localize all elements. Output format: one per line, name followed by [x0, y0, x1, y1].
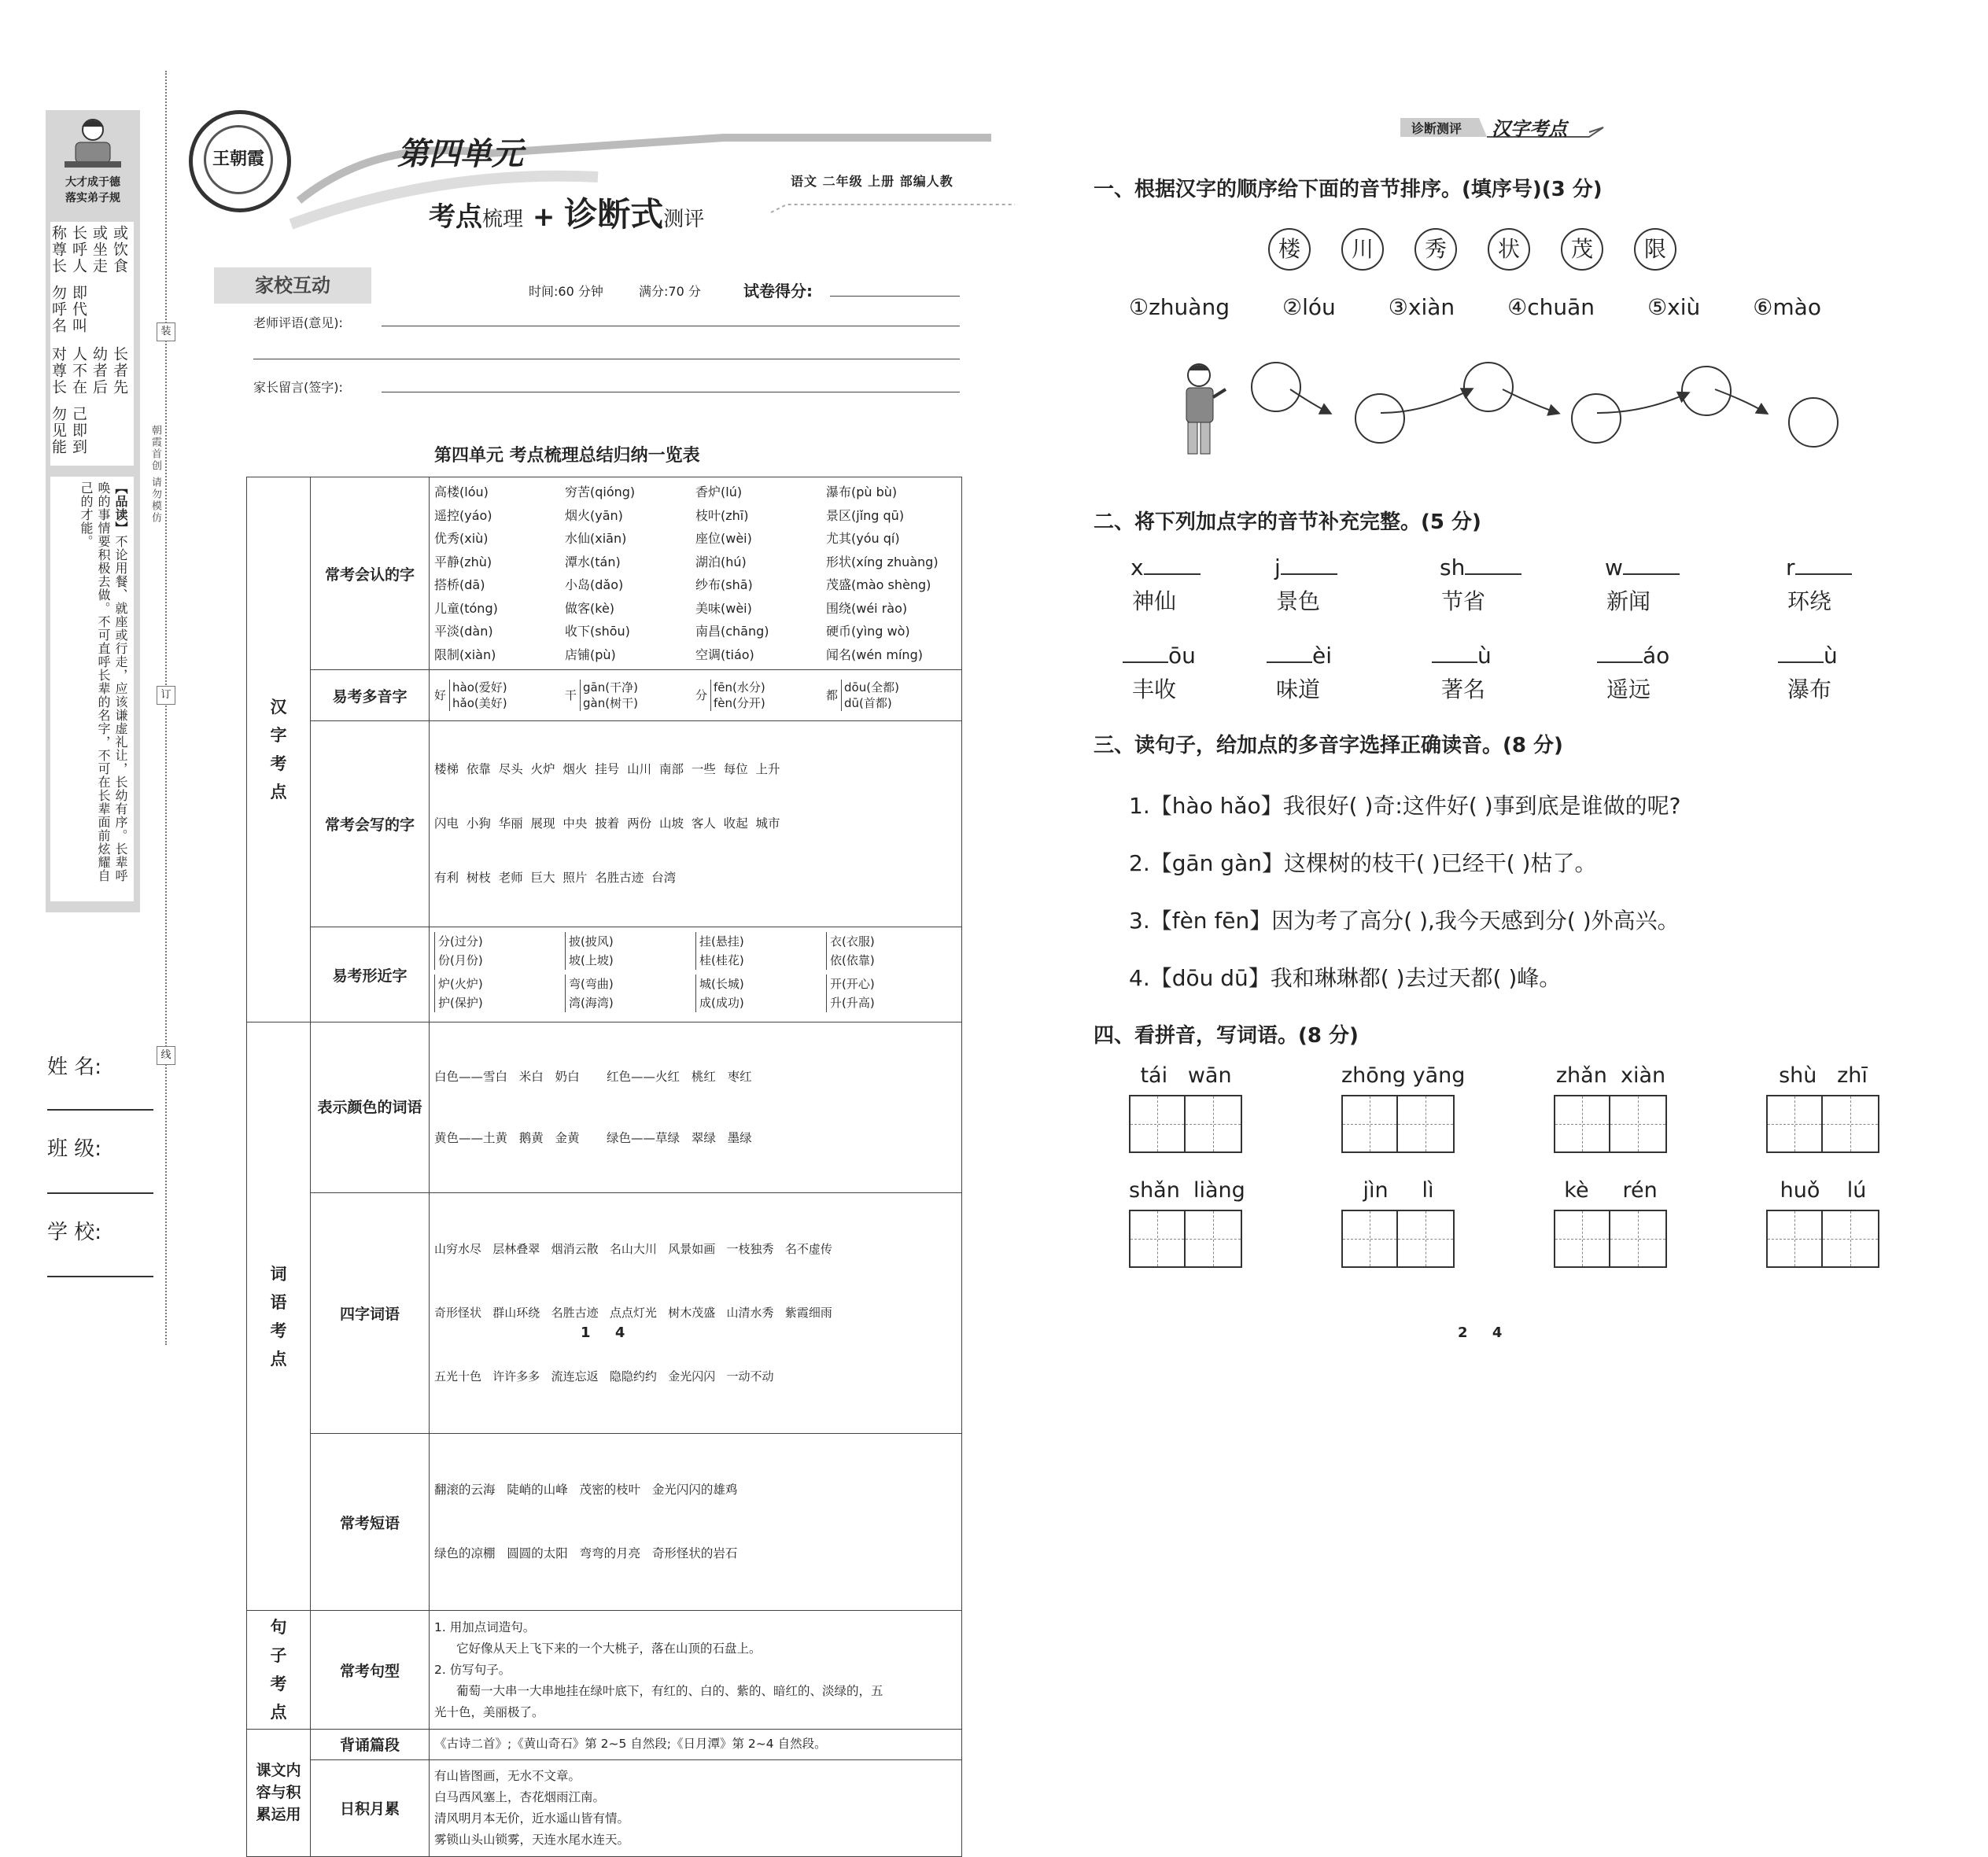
xingjin-word: 分(过分): [438, 934, 483, 949]
q1-hanzi: 楼: [1268, 228, 1311, 271]
renshi-item: 小岛(dǎo): [565, 577, 624, 592]
grid-cell[interactable]: [1130, 1211, 1186, 1266]
q3-sentence: 3.【fèn fēn】因为考了高分( ),我今天感到分( )外高兴。: [1129, 908, 1680, 934]
score-field[interactable]: [830, 296, 960, 297]
duoyin-grid: [434, 680, 957, 711]
xie-line: 闪电 小狗 华丽 展现 中央 披着 两份 山坡 客人 收起 城市: [434, 816, 780, 831]
rule-col: 人不在: [70, 346, 87, 396]
q1-option: ⑤xiù: [1647, 294, 1701, 320]
answer-box[interactable]: [1554, 1095, 1667, 1153]
duoyin-brace: [710, 680, 765, 711]
grid-cell[interactable]: [1823, 1096, 1878, 1151]
q2-blank[interactable]: [1123, 643, 1196, 669]
juxing-line: 葡萄一大串一大串地挂在绿叶底下，有红的、白的、紫的、暗红的、淡绿的，五: [456, 1683, 883, 1698]
duoyin-reading: gàn(树干): [583, 696, 638, 710]
duoyin-reading: dōu(全都): [844, 680, 899, 695]
pindu-box: [50, 477, 134, 901]
fold-char: 线: [157, 1046, 175, 1065]
rule-col: 即代叫: [70, 285, 87, 334]
answer-box[interactable]: [1766, 1095, 1879, 1153]
q2-blank-line[interactable]: [1123, 644, 1168, 663]
sub-duoyin: 易考多音字: [311, 670, 430, 721]
juxing-line: 2. 仿写句子。: [434, 1662, 511, 1677]
sizi-cell: [430, 1193, 962, 1434]
renshi-item: 闻名(wén míng): [826, 647, 923, 662]
motto-line: 落实弟子规: [65, 192, 120, 204]
xingjin-word: 份(月份): [438, 953, 483, 967]
q2-word: 丰收: [1132, 676, 1177, 702]
grid-cell[interactable]: [1610, 1211, 1665, 1266]
name-label: 姓 名:: [47, 1056, 102, 1079]
answer-box[interactable]: [1129, 1210, 1242, 1268]
q2-word: 新闻: [1606, 588, 1651, 614]
q2-blank-line[interactable]: [1267, 644, 1312, 663]
duoyin-char: 好: [434, 688, 447, 702]
renshi-item: 搭桥(dā): [434, 577, 485, 592]
category-ciyu: 词语考点: [247, 1022, 311, 1611]
renshi-item: 茂盛(mào shèng): [826, 577, 931, 592]
q4-pinyin: zhǎn xiàn: [1555, 1063, 1666, 1088]
renshi-item: 收下(shōu): [565, 624, 630, 639]
page-number-left: 1 4: [581, 1325, 625, 1341]
name-field[interactable]: [47, 1109, 153, 1111]
q2-word: 遥远: [1606, 676, 1651, 702]
yanse-line: 黄色——土黄 鹅黄 金黄 绿色——草绿 翠绿 墨绿: [434, 1131, 752, 1145]
q2-initial: j: [1274, 555, 1281, 580]
school-field[interactable]: [47, 1276, 153, 1277]
rule-col: 幼者后: [90, 346, 108, 396]
xingjin-pair: [565, 932, 695, 970]
q2-word: 节省: [1441, 588, 1486, 614]
q1-option: ①zhuàng: [1129, 294, 1230, 320]
q2-blank[interactable]: [1597, 643, 1669, 669]
xingjin-word: 桂(桂花): [699, 953, 744, 967]
renshi-item: 美味(wèi): [695, 600, 752, 616]
sidebar-motto: [49, 175, 137, 206]
sub-yanse: 表示颜色的词语: [311, 1022, 430, 1193]
xingjin-pair: [434, 932, 565, 970]
school-label: 学 校:: [47, 1221, 102, 1244]
q2-initial: x: [1130, 555, 1144, 580]
q1-option: ⑥mào: [1753, 294, 1821, 320]
renshi-item: 高楼(lóu): [434, 485, 489, 499]
sub-xingjin: 易考形近字: [311, 927, 430, 1022]
grid-cell[interactable]: [1130, 1096, 1186, 1151]
renshi-item: 座位(wèi): [695, 531, 752, 546]
q1-hanzi: 川: [1341, 228, 1384, 271]
q2-blank[interactable]: [1130, 555, 1201, 580]
xingjin-word: 弯(弯曲): [569, 977, 614, 991]
xingjin-pair: [826, 932, 957, 970]
jilei-line: 雾锁山头山锁雾，天连水尾水连天。: [434, 1832, 630, 1847]
child-illustration: [1172, 358, 1227, 464]
q2-final: èi: [1312, 643, 1333, 669]
xingjin-grid: [434, 932, 957, 1017]
duoyin-cell: [430, 670, 962, 721]
jilei-line: 白马西风塞上，杏花烟雨江南。: [434, 1789, 606, 1804]
home-school-banner: 家校互动: [214, 267, 371, 304]
beisong-cell: 《古诗二首》;《黄山奇石》第 2~5 自然段;《日月潭》第 2~4 自然段。: [430, 1730, 962, 1760]
rule-col: 长呼人: [70, 225, 87, 274]
renshi-item: 空调(tiáo): [695, 647, 754, 662]
sub-renshi: 常考会认的字: [311, 477, 430, 670]
renshi-item: 优秀(xiù): [434, 531, 489, 546]
pindu-text: 【品读】不论用餐、就座或行走，应该谦虚礼让，长幼有序。长辈呼唤的事情要积极去做。不可直呼长辈的名字，不可在长辈面前炫耀自己的才能。: [79, 481, 128, 882]
fold-char: 装: [157, 322, 175, 341]
q2-blank[interactable]: [1778, 643, 1838, 669]
q2-word: 神仙: [1132, 588, 1177, 614]
grade-info: 语文 二年级 上册 部编人教: [791, 174, 953, 189]
renshi-item: 尤其(yóu qí): [826, 531, 900, 546]
grid-cell[interactable]: [1768, 1096, 1823, 1151]
sizi-line: 山穷水尽 层林叠翠 烟消云散 名山大川 风景如画 一枝独秀 名不虚传: [434, 1242, 832, 1256]
duoyin-reading: dū(首都): [844, 696, 892, 710]
rule-col: 或饮食: [111, 225, 128, 274]
q2-blank-line[interactable]: [1597, 644, 1643, 663]
question-2-title: 二、将下列加点字的音节补充完整。(5 分): [1094, 510, 1481, 534]
renshi-item: 穷苦(qióng): [565, 485, 636, 499]
time-limit: 时间:60 分钟: [529, 284, 603, 299]
category-hanzi: 汉字考点: [247, 477, 311, 1022]
renshi-cell: [430, 477, 962, 670]
xingjin-pair: [434, 975, 565, 1012]
duoyin-brace: [449, 680, 507, 711]
duanyu-line: 翻滚的云海 陡峭的山峰 茂密的枝叶 金光闪闪的雄鸡: [434, 1483, 738, 1497]
q2-blank[interactable]: [1786, 555, 1852, 580]
renshi-grid: [434, 481, 957, 666]
grid-cell[interactable]: [1186, 1211, 1241, 1266]
renshi-item: 遥控(yáo): [434, 507, 492, 523]
category-kewen: 课文内容与积累运用: [247, 1730, 311, 1857]
answer-box[interactable]: [1129, 1095, 1242, 1153]
xingjin-pair: [695, 975, 826, 1012]
class-label: 班 级:: [47, 1137, 102, 1161]
renshi-item: 平静(zhù): [434, 554, 492, 569]
xie-line: 楼梯 依靠 尽头 火炉 烟火 挂号 山川 南部 一些 每位 上升: [434, 762, 780, 776]
grid-cell[interactable]: [1823, 1211, 1878, 1266]
question-3-title: 三、读句子，给加点的多音字选择正确读音。(8 分): [1094, 734, 1563, 757]
xingjin-word: 湾(海湾): [569, 996, 614, 1010]
renshi-item: 平淡(dàn): [434, 624, 493, 639]
duoyin-item: [434, 680, 565, 711]
fold-char: 订: [157, 686, 175, 705]
q2-blank-line[interactable]: [1778, 644, 1824, 663]
q2-blank-line[interactable]: [1623, 556, 1680, 575]
renshi-item: 湖泊(hú): [695, 554, 747, 569]
q2-blank-line[interactable]: [1144, 556, 1201, 575]
juxing-cell: [430, 1611, 962, 1730]
yanse-line: 白色——雪白 米白 奶白 红色——火红 桃红 枣红: [434, 1070, 752, 1084]
full-score: 满分:70 分: [639, 284, 701, 299]
motto-line: 大才成于德: [65, 176, 120, 189]
xie-line: 有利 树枝 老师 巨大 照片 名胜古迹 台湾: [434, 871, 677, 885]
q2-final: ōu: [1168, 643, 1196, 669]
duoyin-char: 分: [695, 688, 708, 702]
summary-table: [246, 477, 962, 1857]
sizi-line: 五光十色 许许多多 流连忘返 隐隐约约 金光闪闪 一动不动: [434, 1369, 774, 1384]
xingjin-word: 升(升高): [830, 996, 875, 1010]
xingjin-word: 成(成功): [699, 996, 744, 1010]
q4-pinyin: tái wān: [1140, 1063, 1232, 1088]
q4-pinyin: shù zhī: [1779, 1063, 1868, 1088]
grid-cell[interactable]: [1555, 1211, 1610, 1266]
renshi-item: 儿童(tóng): [434, 600, 498, 616]
q2-blank[interactable]: [1432, 643, 1492, 669]
q1-hanzi: 秀: [1414, 228, 1457, 271]
q2-word: 味道: [1276, 676, 1321, 702]
xingjin-word: 衣(衣服): [830, 934, 875, 949]
xingjin-word: 开(开心): [830, 977, 875, 991]
q4-pinyin: shǎn liàng: [1129, 1178, 1245, 1203]
renshi-item: 瀑布(pù bù): [826, 485, 898, 499]
unit-title: 第四单元: [397, 136, 523, 172]
jilei-line: 有山皆图画，无水不文章。: [434, 1768, 581, 1783]
rule-col: 称尊长: [50, 225, 67, 274]
q2-final: ù: [1477, 643, 1492, 669]
q2-word: 瀑布: [1787, 676, 1832, 702]
q3-sentence: 2.【gān gàn】这棵树的枝干( )已经干( )枯了。: [1129, 850, 1597, 876]
juxing-line: 光十色，美丽极了。: [434, 1704, 544, 1719]
class-field[interactable]: [47, 1192, 153, 1194]
rule-col: 或坐走: [90, 225, 108, 274]
q4-pinyin: zhōng yāng: [1341, 1063, 1466, 1088]
q2-blank-line[interactable]: [1465, 556, 1521, 575]
q2-final: ù: [1824, 643, 1838, 669]
sub-duanyu: 常考短语: [311, 1434, 430, 1611]
brand-logo: 王朝霞: [189, 110, 291, 212]
sub-beisong: 背诵篇段: [311, 1730, 430, 1760]
q2-blank[interactable]: [1605, 555, 1680, 580]
q1-option: ④chuān: [1507, 294, 1595, 320]
sub-jilei: 日积月累: [311, 1759, 430, 1856]
page-number-right: 2 4: [1458, 1325, 1503, 1341]
q2-initial: w: [1605, 555, 1623, 580]
grid-cell[interactable]: [1398, 1211, 1453, 1266]
q2-initial: sh: [1440, 555, 1466, 580]
duoyin-item: [565, 680, 695, 711]
answer-box[interactable]: [1341, 1210, 1455, 1268]
q4-pinyin: huǒ lú: [1780, 1178, 1867, 1203]
grid-cell[interactable]: [1555, 1096, 1610, 1151]
answer-box[interactable]: [1554, 1210, 1667, 1268]
grid-cell[interactable]: [1610, 1096, 1665, 1151]
q1-hanzi: 状: [1488, 228, 1530, 271]
xingjin-word: 城(长城): [699, 977, 744, 991]
renshi-item: 限制(xiàn): [434, 647, 496, 662]
renshi-item: 潭水(tán): [565, 554, 621, 569]
renshi-item: 店铺(pù): [565, 647, 616, 662]
yanse-cell: [430, 1022, 962, 1193]
rule-col: 长者先: [111, 346, 128, 396]
renshi-item: 香炉(lú): [695, 485, 743, 499]
answer-box[interactable]: [1766, 1210, 1879, 1268]
teacher-comment-label: 老师评语(意见):: [253, 315, 343, 330]
renshi-item: 纱布(shā): [695, 577, 753, 592]
duoyin-reading: hào(爱好): [452, 680, 507, 695]
q2-word: 景色: [1276, 588, 1321, 614]
jilei-line: 清风明月本无价，近水遥山皆有情。: [434, 1811, 630, 1826]
xingjin-word: 依(依靠): [830, 953, 875, 967]
renshi-item: 水仙(xiān): [565, 531, 627, 546]
xie-cell: [430, 721, 962, 927]
renshi-item: 景区(jǐng qū): [826, 507, 905, 523]
category-juzi: 句子考点: [247, 1611, 311, 1730]
section-badge: 诊断测评 汉字考点: [1400, 112, 1605, 143]
duoyin-reading: hǎo(美好): [452, 696, 507, 710]
xingjin-pair: [826, 975, 957, 1012]
rule-col: 己即到: [70, 406, 87, 455]
rules-box: [50, 222, 134, 466]
grid-cell[interactable]: [1768, 1211, 1823, 1266]
answer-box[interactable]: [1341, 1095, 1455, 1153]
xingjin-word: 挂(悬挂): [699, 934, 744, 949]
q4-pinyin: kè rén: [1564, 1178, 1658, 1203]
boy-illustration: [61, 114, 124, 169]
duoyin-item: [826, 680, 957, 711]
renshi-item: 烟火(yān): [565, 507, 623, 523]
q3-sentence: 1.【hào hǎo】我很好( )奇:这件好( )事到底是谁做的呢?: [1129, 793, 1681, 819]
juxing-line: 它好像从天上飞下来的一个大桃子，落在山顶的石盘上。: [456, 1641, 762, 1656]
chain-arrows: [1243, 358, 1833, 460]
duanyu-line: 绿色的凉棚 圆圆的太阳 弯弯的月亮 奇形怪状的岩石: [434, 1546, 738, 1560]
duoyin-reading: gān(干净): [583, 680, 638, 695]
xingjin-cell: [430, 927, 962, 1022]
jilei-cell: [430, 1759, 962, 1856]
fold-line: [165, 71, 167, 1345]
q4-pinyin: jìn lì: [1363, 1178, 1434, 1203]
rule-col: 勿见能: [50, 406, 67, 455]
rule-col: 勿呼名: [50, 285, 67, 334]
xingjin-pair: [565, 975, 695, 1012]
duoyin-reading: fèn(分开): [714, 696, 765, 710]
q2-blank-line[interactable]: [1795, 556, 1852, 575]
renshi-item: 做客(kè): [565, 600, 615, 616]
page-subtitle: 考点梳理 + 诊断式测评: [429, 195, 705, 234]
renshi-item: 南昌(chāng): [695, 624, 769, 639]
grid-cell[interactable]: [1343, 1096, 1398, 1151]
renshi-item: 形状(xíng zhuàng): [826, 554, 939, 569]
q1-option: ③xiàn: [1388, 294, 1455, 320]
q2-blank[interactable]: [1440, 555, 1521, 580]
q1-hanzi: 限: [1634, 228, 1676, 271]
q2-word: 著名: [1441, 676, 1486, 702]
sub-juxing: 常考句型: [311, 1611, 430, 1730]
q1-option-list: [1129, 294, 1821, 320]
q2-word: 环绕: [1787, 588, 1832, 614]
duoyin-brace: [841, 680, 899, 711]
duoyin-reading: fēn(水分): [714, 680, 765, 695]
q2-initial: r: [1786, 555, 1795, 580]
score-label: 试卷得分:: [743, 282, 813, 300]
sizi-line: 奇形怪状 群山环绕 名胜古迹 点点灯光 树木茂盛 山清水秀 紫霞细雨: [434, 1306, 832, 1320]
duoyin-char: 干: [565, 688, 577, 702]
renshi-item: 硬币(yìng wò): [826, 624, 910, 639]
grid-cell[interactable]: [1186, 1096, 1241, 1151]
xingjin-word: 炉(火炉): [438, 977, 483, 991]
q2-blank[interactable]: [1267, 643, 1332, 669]
duoyin-char: 都: [826, 688, 839, 702]
rule-col: 对尊长: [50, 346, 67, 396]
xingjin-word: 披(披风): [569, 934, 614, 949]
q2-blank-line[interactable]: [1281, 556, 1337, 575]
sub-xie: 常考会写的字: [311, 721, 430, 927]
grid-cell[interactable]: [1398, 1096, 1453, 1151]
q2-blank[interactable]: [1274, 555, 1337, 580]
copyright-note: 朝霞首创 请勿模仿: [149, 425, 161, 525]
q3-sentence: 4.【dōu dū】我和琳琳都( )去过天都( )峰。: [1129, 965, 1562, 991]
juxing-line: 1. 用加点词造句。: [434, 1619, 536, 1634]
question-4-title: 四、看拼音，写词语。(8 分): [1094, 1024, 1359, 1048]
q1-option: ②lóu: [1282, 294, 1336, 320]
xingjin-word: 坡(上坡): [569, 953, 614, 967]
duoyin-brace: [580, 680, 638, 711]
renshi-item: 枝叶(zhī): [695, 507, 749, 523]
table-title: 第四单元 考点梳理总结归纳一览表: [434, 446, 700, 466]
q1-hanzi: 茂: [1561, 228, 1603, 271]
xingjin-word: 护(保护): [438, 996, 483, 1010]
grid-cell[interactable]: [1343, 1211, 1398, 1266]
sub-sizi: 四字词语: [311, 1193, 430, 1434]
parent-note-label: 家长留言(签字):: [253, 380, 343, 395]
duanyu-cell: [430, 1434, 962, 1611]
q2-final: áo: [1643, 643, 1670, 669]
duoyin-item: [695, 680, 826, 711]
renshi-item: 围绕(wéi rào): [826, 600, 908, 616]
q2-blank-line[interactable]: [1432, 644, 1477, 663]
question-1-title: 一、根据汉字的顺序给下面的音节排序。(填序号)(3 分): [1094, 178, 1603, 201]
xingjin-pair: [695, 932, 826, 970]
